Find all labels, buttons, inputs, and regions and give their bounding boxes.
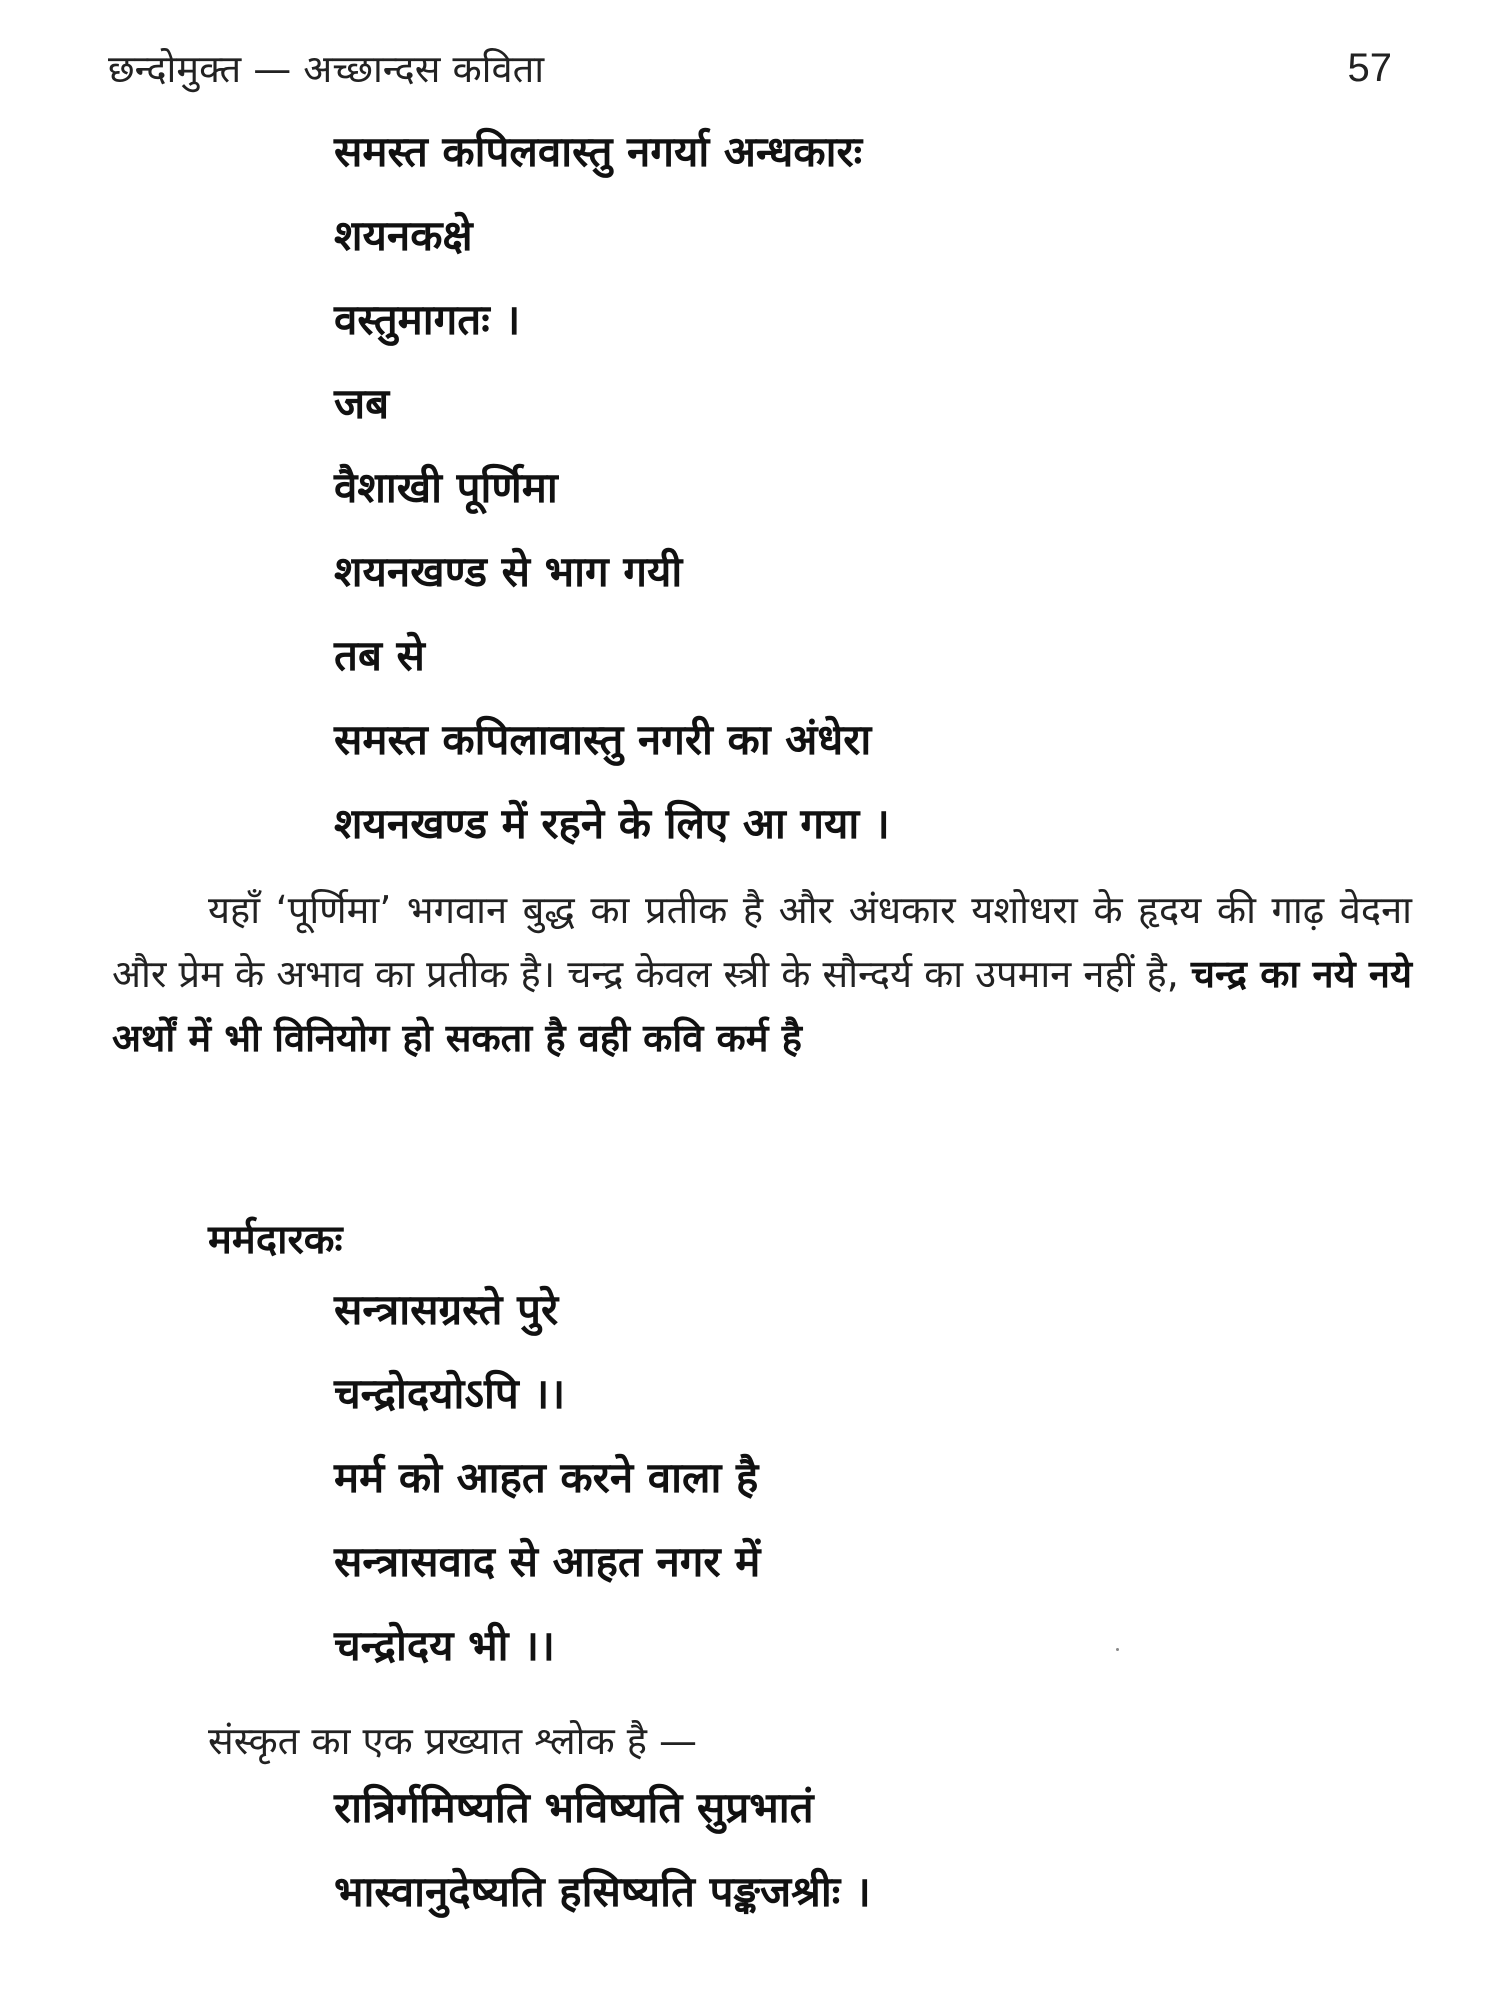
verse-line: शयनखण्ड में रहने के लिए आ गया । [334, 799, 890, 848]
example-label: मर्मदारकः [208, 1217, 343, 1263]
verse-line: शयनखण्ड से भाग गयी [334, 547, 683, 596]
verse-line: चन्द्रोदयोऽपि ।। [334, 1369, 566, 1418]
verse-line: समस्त कपिलवास्तु नगर्या अन्धकारः [334, 127, 863, 176]
verse-line: जब [334, 379, 390, 428]
verse-line: चन्द्रोदय भी ।। [334, 1621, 555, 1670]
paper-speck [1116, 1648, 1119, 1651]
verse-line: मर्म को आहत करने वाला है [334, 1453, 759, 1502]
verse-line: सन्त्रासवाद से आहत नगर में [334, 1537, 761, 1586]
verse-line: वैशाखी पूर्णिमा [334, 463, 558, 512]
header-title: छन्दोमुक्त — अच्छान्दस कविता [108, 47, 545, 91]
verse-line: शयनकक्षे [334, 211, 473, 260]
commentary-paragraph [112, 878, 1412, 1070]
commentary-text: यहाँ ‘पूर्णिमा’ भगवान बुद्ध का प्रतीक है और अंधकार यशोधरा के हृदय की गाढ़ वेदना और प्रेम के अभाव का प्रतीक है। चन्द्र केवल स्त्री के सौन्दर्य का उपमान नहीं है, [112, 888, 1412, 996]
verse-block-3 [334, 1766, 1414, 1934]
commentary-emphasis: चन्द्र का नये नये अर्थों में भी विनियोग हो सकता है वही कवि कर्म है [112, 952, 1412, 1060]
verse-line: तब से [334, 631, 425, 680]
verse-block-1 [334, 110, 1414, 866]
shloka-intro: संस्कृत का एक प्रख्यात श्लोक है — [208, 1719, 698, 1763]
verse-line: समस्त कपिलावास्तु नगरी का अंधेरा [334, 715, 872, 764]
verse-line: वस्तुमागतः । [334, 295, 521, 344]
page-number: 57 [1347, 45, 1392, 90]
verse-block-2 [334, 1268, 1414, 1688]
verse-line: भास्वानुदेष्यति हसिष्यति पङ्कजश्रीः । [334, 1867, 871, 1916]
running-header [108, 40, 1392, 96]
verse-line: रात्रिर्गमिष्यति भविष्यति सुप्रभातं [334, 1783, 814, 1832]
verse-line: सन्त्रासग्रस्ते पुरे [334, 1285, 559, 1334]
